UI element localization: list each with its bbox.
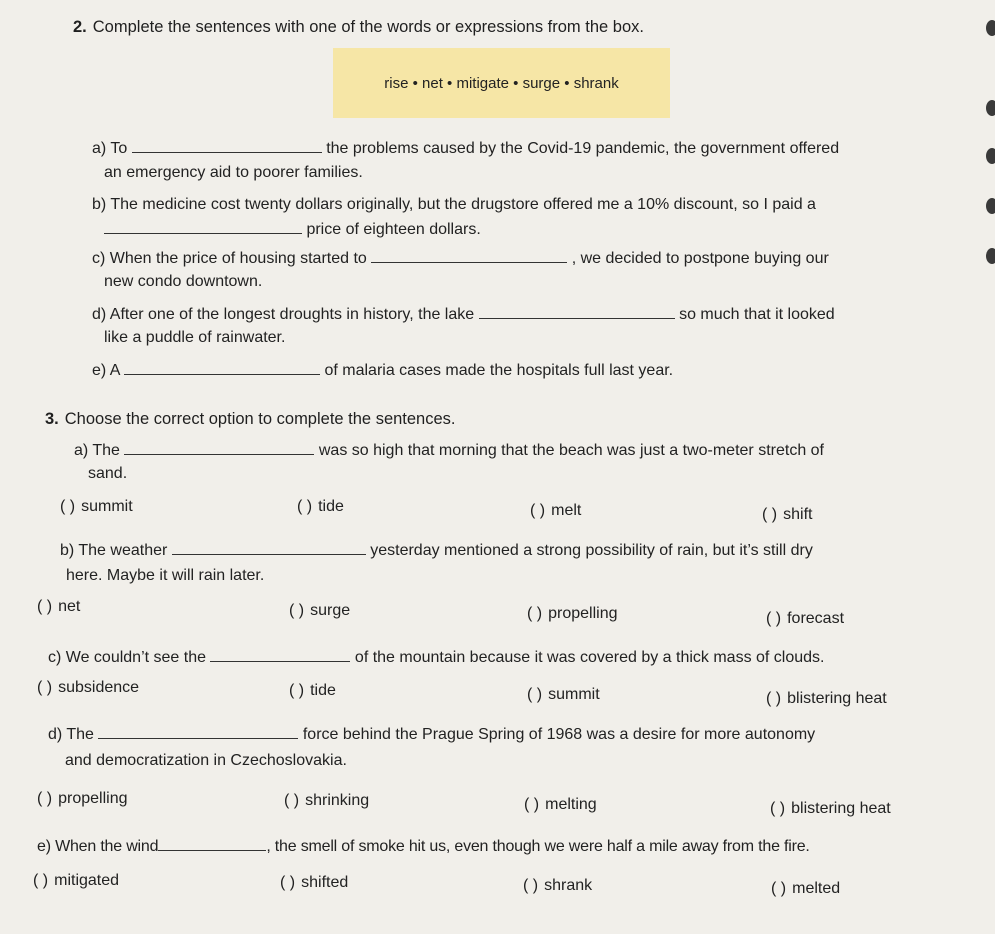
ex2-c-text2: , we decided to postpone buying our bbox=[571, 250, 829, 267]
ex3-d-option-3[interactable] bbox=[524, 796, 597, 814]
ex3-b-blank[interactable] bbox=[172, 540, 366, 555]
checkbox-paren: ( ) bbox=[37, 790, 53, 807]
option-label: subsidence bbox=[58, 679, 140, 696]
ex3-d-option-2[interactable] bbox=[284, 792, 369, 810]
checkbox-paren: ( ) bbox=[523, 877, 539, 894]
ex3-e-option-4[interactable] bbox=[771, 880, 840, 898]
checkbox-paren: ( ) bbox=[762, 506, 778, 523]
ex3-e-line1 bbox=[37, 836, 810, 856]
ex3-a-text1: a) The bbox=[74, 442, 120, 459]
ex2-d-line2: like a puddle of rainwater. bbox=[104, 329, 286, 346]
option-label: net bbox=[58, 598, 81, 615]
ex3-c-option-1[interactable] bbox=[37, 679, 139, 697]
ex2-e-blank[interactable] bbox=[124, 360, 320, 375]
ex3-d-text1: d) The bbox=[48, 726, 94, 743]
ex2-a-text2: the problems caused by the Covid-19 pandemic, the government offered bbox=[326, 140, 840, 157]
exercise-3-heading bbox=[45, 410, 456, 429]
option-label: shrank bbox=[544, 877, 593, 894]
checkbox-paren: ( ) bbox=[527, 605, 543, 622]
ex3-b-line2: here. Maybe it will rain later. bbox=[66, 567, 265, 584]
checkbox-paren: ( ) bbox=[297, 498, 313, 515]
ex3-b-option-3[interactable] bbox=[527, 605, 618, 623]
ex2-d-line1 bbox=[92, 304, 835, 324]
ex3-a-option-1[interactable] bbox=[60, 498, 133, 516]
checkbox-paren: ( ) bbox=[33, 872, 49, 889]
binding-ring-4 bbox=[986, 198, 995, 214]
option-label: propelling bbox=[548, 605, 618, 622]
option-label: mitigated bbox=[54, 872, 120, 889]
ex3-e-blank[interactable] bbox=[158, 836, 266, 851]
checkbox-paren: ( ) bbox=[280, 874, 296, 891]
ex2-d-text1: d) After one of the longest droughts in history, the lake bbox=[92, 306, 475, 323]
ex3-c-line1 bbox=[48, 647, 825, 667]
ex3-d-text2: force behind the Prague Spring of 1968 was a desire for more autonomy bbox=[302, 726, 816, 743]
ex3-a-line2: sand. bbox=[88, 465, 128, 482]
ex3-a-text2: was so high that morning that the beach was just a two-meter stretch of bbox=[318, 442, 824, 459]
ex2-a-line2: an emergency aid to poorer families. bbox=[104, 164, 363, 181]
ex3-b-option-1[interactable] bbox=[37, 598, 80, 616]
option-label: shifted bbox=[301, 874, 349, 891]
ex3-a-option-4[interactable] bbox=[762, 506, 812, 524]
option-label: melting bbox=[545, 796, 597, 813]
ex3-d-line1 bbox=[48, 724, 815, 744]
option-label: blistering heat bbox=[791, 800, 891, 817]
ex3-a-option-3[interactable] bbox=[530, 502, 581, 520]
exercise-2-heading bbox=[73, 18, 644, 37]
ex2-b-line2 bbox=[104, 219, 481, 239]
ex2-a-text1: a) To bbox=[92, 140, 128, 157]
ex3-c-option-3[interactable] bbox=[527, 686, 600, 704]
option-label: summit bbox=[81, 498, 133, 515]
ex3-d-blank[interactable] bbox=[98, 724, 298, 739]
ex3-e-option-3[interactable] bbox=[523, 877, 592, 895]
ex3-a-line1 bbox=[74, 440, 824, 460]
ex3-e-option-2[interactable] bbox=[280, 874, 348, 892]
ex2-a-blank[interactable] bbox=[132, 138, 322, 153]
option-label: shrinking bbox=[305, 792, 370, 809]
checkbox-paren: ( ) bbox=[284, 792, 300, 809]
option-label: surge bbox=[310, 602, 351, 619]
ex3-a-option-2[interactable] bbox=[297, 498, 344, 516]
checkbox-paren: ( ) bbox=[60, 498, 76, 515]
option-label: melted bbox=[792, 880, 841, 897]
exercise-2-number: 2. bbox=[73, 18, 87, 36]
option-label: blistering heat bbox=[787, 690, 887, 707]
ex3-d-line2: and democratization in Czechoslovakia. bbox=[65, 752, 347, 769]
checkbox-paren: ( ) bbox=[530, 502, 546, 519]
ex2-c-blank[interactable] bbox=[371, 248, 567, 263]
ex2-c-text1: c) When the price of housing started to bbox=[92, 250, 367, 267]
option-label: tide bbox=[318, 498, 344, 515]
option-label: forecast bbox=[787, 610, 845, 627]
ex3-b-text1: b) The weather bbox=[60, 542, 168, 559]
checkbox-paren: ( ) bbox=[524, 796, 540, 813]
ex3-c-text1: c) We couldn’t see the bbox=[48, 649, 207, 666]
ex2-c-line1 bbox=[92, 248, 829, 268]
checkbox-paren: ( ) bbox=[770, 800, 786, 817]
word-box: rise • net • mitigate • surge • shrank bbox=[333, 48, 670, 118]
option-label: propelling bbox=[58, 790, 128, 807]
ex2-c-line2: new condo downtown. bbox=[104, 273, 263, 290]
checkbox-paren: ( ) bbox=[527, 686, 543, 703]
ex3-c-text2: of the mountain because it was covered by a thick mass of clouds. bbox=[354, 649, 825, 666]
option-label: melt bbox=[551, 502, 582, 519]
checkbox-paren: ( ) bbox=[289, 602, 305, 619]
ex2-b-line1: b) The medicine cost twenty dollars originally, but the drugstore offered me a 10% discount, so I paid a bbox=[92, 196, 816, 213]
checkbox-paren: ( ) bbox=[37, 598, 53, 615]
ex3-c-blank[interactable] bbox=[210, 647, 350, 662]
ex2-a-line1 bbox=[92, 138, 839, 158]
ex3-d-option-4[interactable] bbox=[770, 800, 891, 818]
exercise-2-instruction: Complete the sentences with one of the words or expressions from the box. bbox=[92, 18, 644, 36]
checkbox-paren: ( ) bbox=[37, 679, 53, 696]
exercise-3-number: 3. bbox=[45, 410, 59, 428]
checkbox-paren: ( ) bbox=[289, 682, 305, 699]
ex3-e-option-1[interactable] bbox=[33, 872, 119, 890]
option-label: tide bbox=[310, 682, 336, 699]
ex2-e-text2: of malaria cases made the hospitals full last year. bbox=[324, 362, 674, 379]
ex2-d-text2: so much that it looked bbox=[679, 306, 835, 323]
ex3-c-option-2[interactable] bbox=[289, 682, 336, 700]
ex2-b-text: price of eighteen dollars. bbox=[306, 221, 481, 238]
ex3-c-option-4[interactable] bbox=[766, 690, 887, 708]
checkbox-paren: ( ) bbox=[766, 610, 782, 627]
binding-ring-1 bbox=[986, 20, 995, 36]
option-label: shift bbox=[783, 506, 813, 523]
ex3-b-line1 bbox=[60, 540, 813, 560]
ex3-b-option-2[interactable] bbox=[289, 602, 350, 620]
checkbox-paren: ( ) bbox=[766, 690, 782, 707]
ex2-e-text1: e) A bbox=[92, 362, 120, 379]
ex3-e-text1: e) When the wind bbox=[37, 838, 159, 855]
binding-ring-5 bbox=[986, 248, 995, 264]
ex3-b-text2: yesterday mentioned a strong possibility of rain, but it’s still dry bbox=[370, 542, 813, 559]
option-label: summit bbox=[548, 686, 600, 703]
exercise-3-instruction: Choose the correct option to complete the sentences. bbox=[64, 410, 456, 428]
checkbox-paren: ( ) bbox=[771, 880, 787, 897]
binding-ring-2 bbox=[986, 100, 995, 116]
ex2-e-line1 bbox=[92, 360, 673, 380]
ex2-b-blank[interactable] bbox=[104, 219, 302, 234]
ex3-a-blank[interactable] bbox=[124, 440, 314, 455]
ex2-d-blank[interactable] bbox=[479, 304, 675, 319]
ex3-b-option-4[interactable] bbox=[766, 610, 844, 628]
ex3-d-option-1[interactable] bbox=[37, 790, 128, 808]
binding-ring-3 bbox=[986, 148, 995, 164]
ex3-e-text2: , the smell of smoke hit us, even though we were half a mile away from the fire. bbox=[266, 838, 810, 855]
